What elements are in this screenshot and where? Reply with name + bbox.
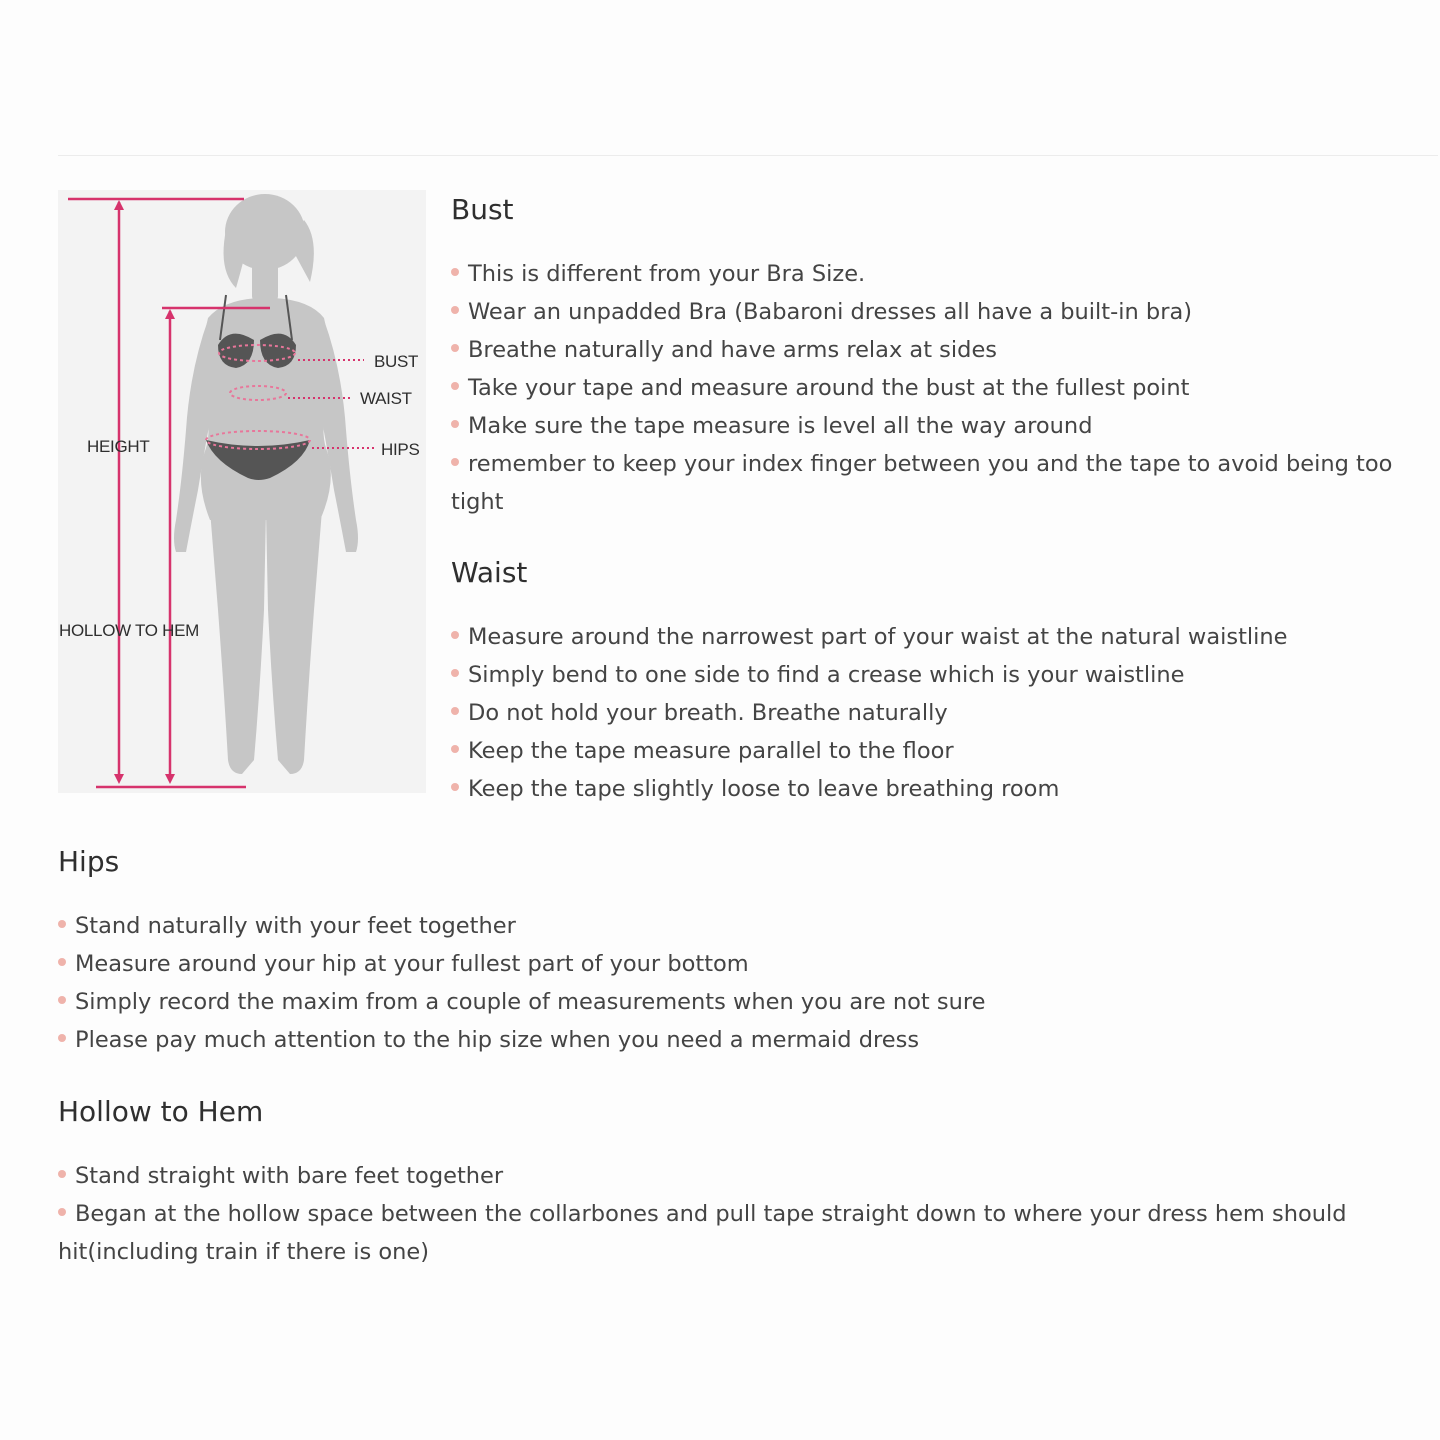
height-arrow-up: [114, 200, 124, 210]
list-item: Stand straight with bare feet together: [58, 1157, 1378, 1195]
list-item: Make sure the tape measure is level all the way around: [451, 407, 1421, 445]
waist-label: WAIST: [360, 389, 412, 408]
hollow-arrow-up: [165, 309, 175, 319]
list-item: Keep the tape measure parallel to the floor: [451, 732, 1421, 770]
hollow-arrow-down: [165, 774, 175, 784]
list-item: Please pay much attention to the hip size when you need a mermaid dress: [58, 1021, 1418, 1059]
list-item: Measure around the narrowest part of your waist at the natural waistline: [451, 618, 1421, 656]
list-item: remember to keep your index finger between you and the tape to avoid being too tight: [451, 445, 1421, 521]
list-item: Simply bend to one side to find a crease which is your waistline: [451, 656, 1421, 694]
list-item: Take your tape and measure around the bust at the fullest point: [451, 369, 1421, 407]
waist-heading: Waist: [451, 556, 528, 589]
list-item: Simply record the maxim from a couple of measurements when you are not sure: [58, 983, 1418, 1021]
hollow-to-hem-label: HOLLOW TO HEM: [59, 621, 199, 640]
list-item: Stand naturally with your feet together: [58, 907, 1418, 945]
height-label: HEIGHT: [87, 437, 150, 456]
bust-heading: Bust: [451, 193, 514, 226]
waist-section: [451, 555, 1421, 808]
height-arrow-down: [114, 774, 124, 784]
list-item: Measure around your hip at your fullest part of your bottom: [58, 945, 1418, 983]
hips-section: [58, 844, 1418, 1059]
hollow-to-hem-section: [58, 1094, 1378, 1271]
woman-silhouette: [174, 194, 358, 774]
hips-list: [58, 907, 1418, 1059]
bust-section: [451, 192, 1421, 521]
list-item: Wear an unpadded Bra (Babaroni dresses all have a built-in bra): [451, 293, 1421, 331]
measurement-diagram: [58, 190, 426, 793]
top-divider: [58, 155, 1438, 156]
bust-label: BUST: [374, 352, 419, 371]
waist-list: [451, 618, 1421, 808]
list-item: Breathe naturally and have arms relax at sides: [451, 331, 1421, 369]
hips-label: HIPS: [381, 440, 420, 459]
list-item: This is different from your Bra Size.: [451, 255, 1421, 293]
hips-heading: Hips: [58, 845, 120, 878]
hollow-to-hem-heading: Hollow to Hem: [58, 1095, 264, 1128]
list-item: Began at the hollow space between the collarbones and pull tape straight down to where your dress hem should hit(including train if there is one): [58, 1195, 1378, 1271]
list-item: Keep the tape slightly loose to leave breathing room: [451, 770, 1421, 808]
hollow-to-hem-list: [58, 1157, 1378, 1271]
body-silhouette-svg: [58, 190, 426, 793]
list-item: Do not hold your breath. Breathe naturally: [451, 694, 1421, 732]
bust-list: [451, 255, 1421, 521]
